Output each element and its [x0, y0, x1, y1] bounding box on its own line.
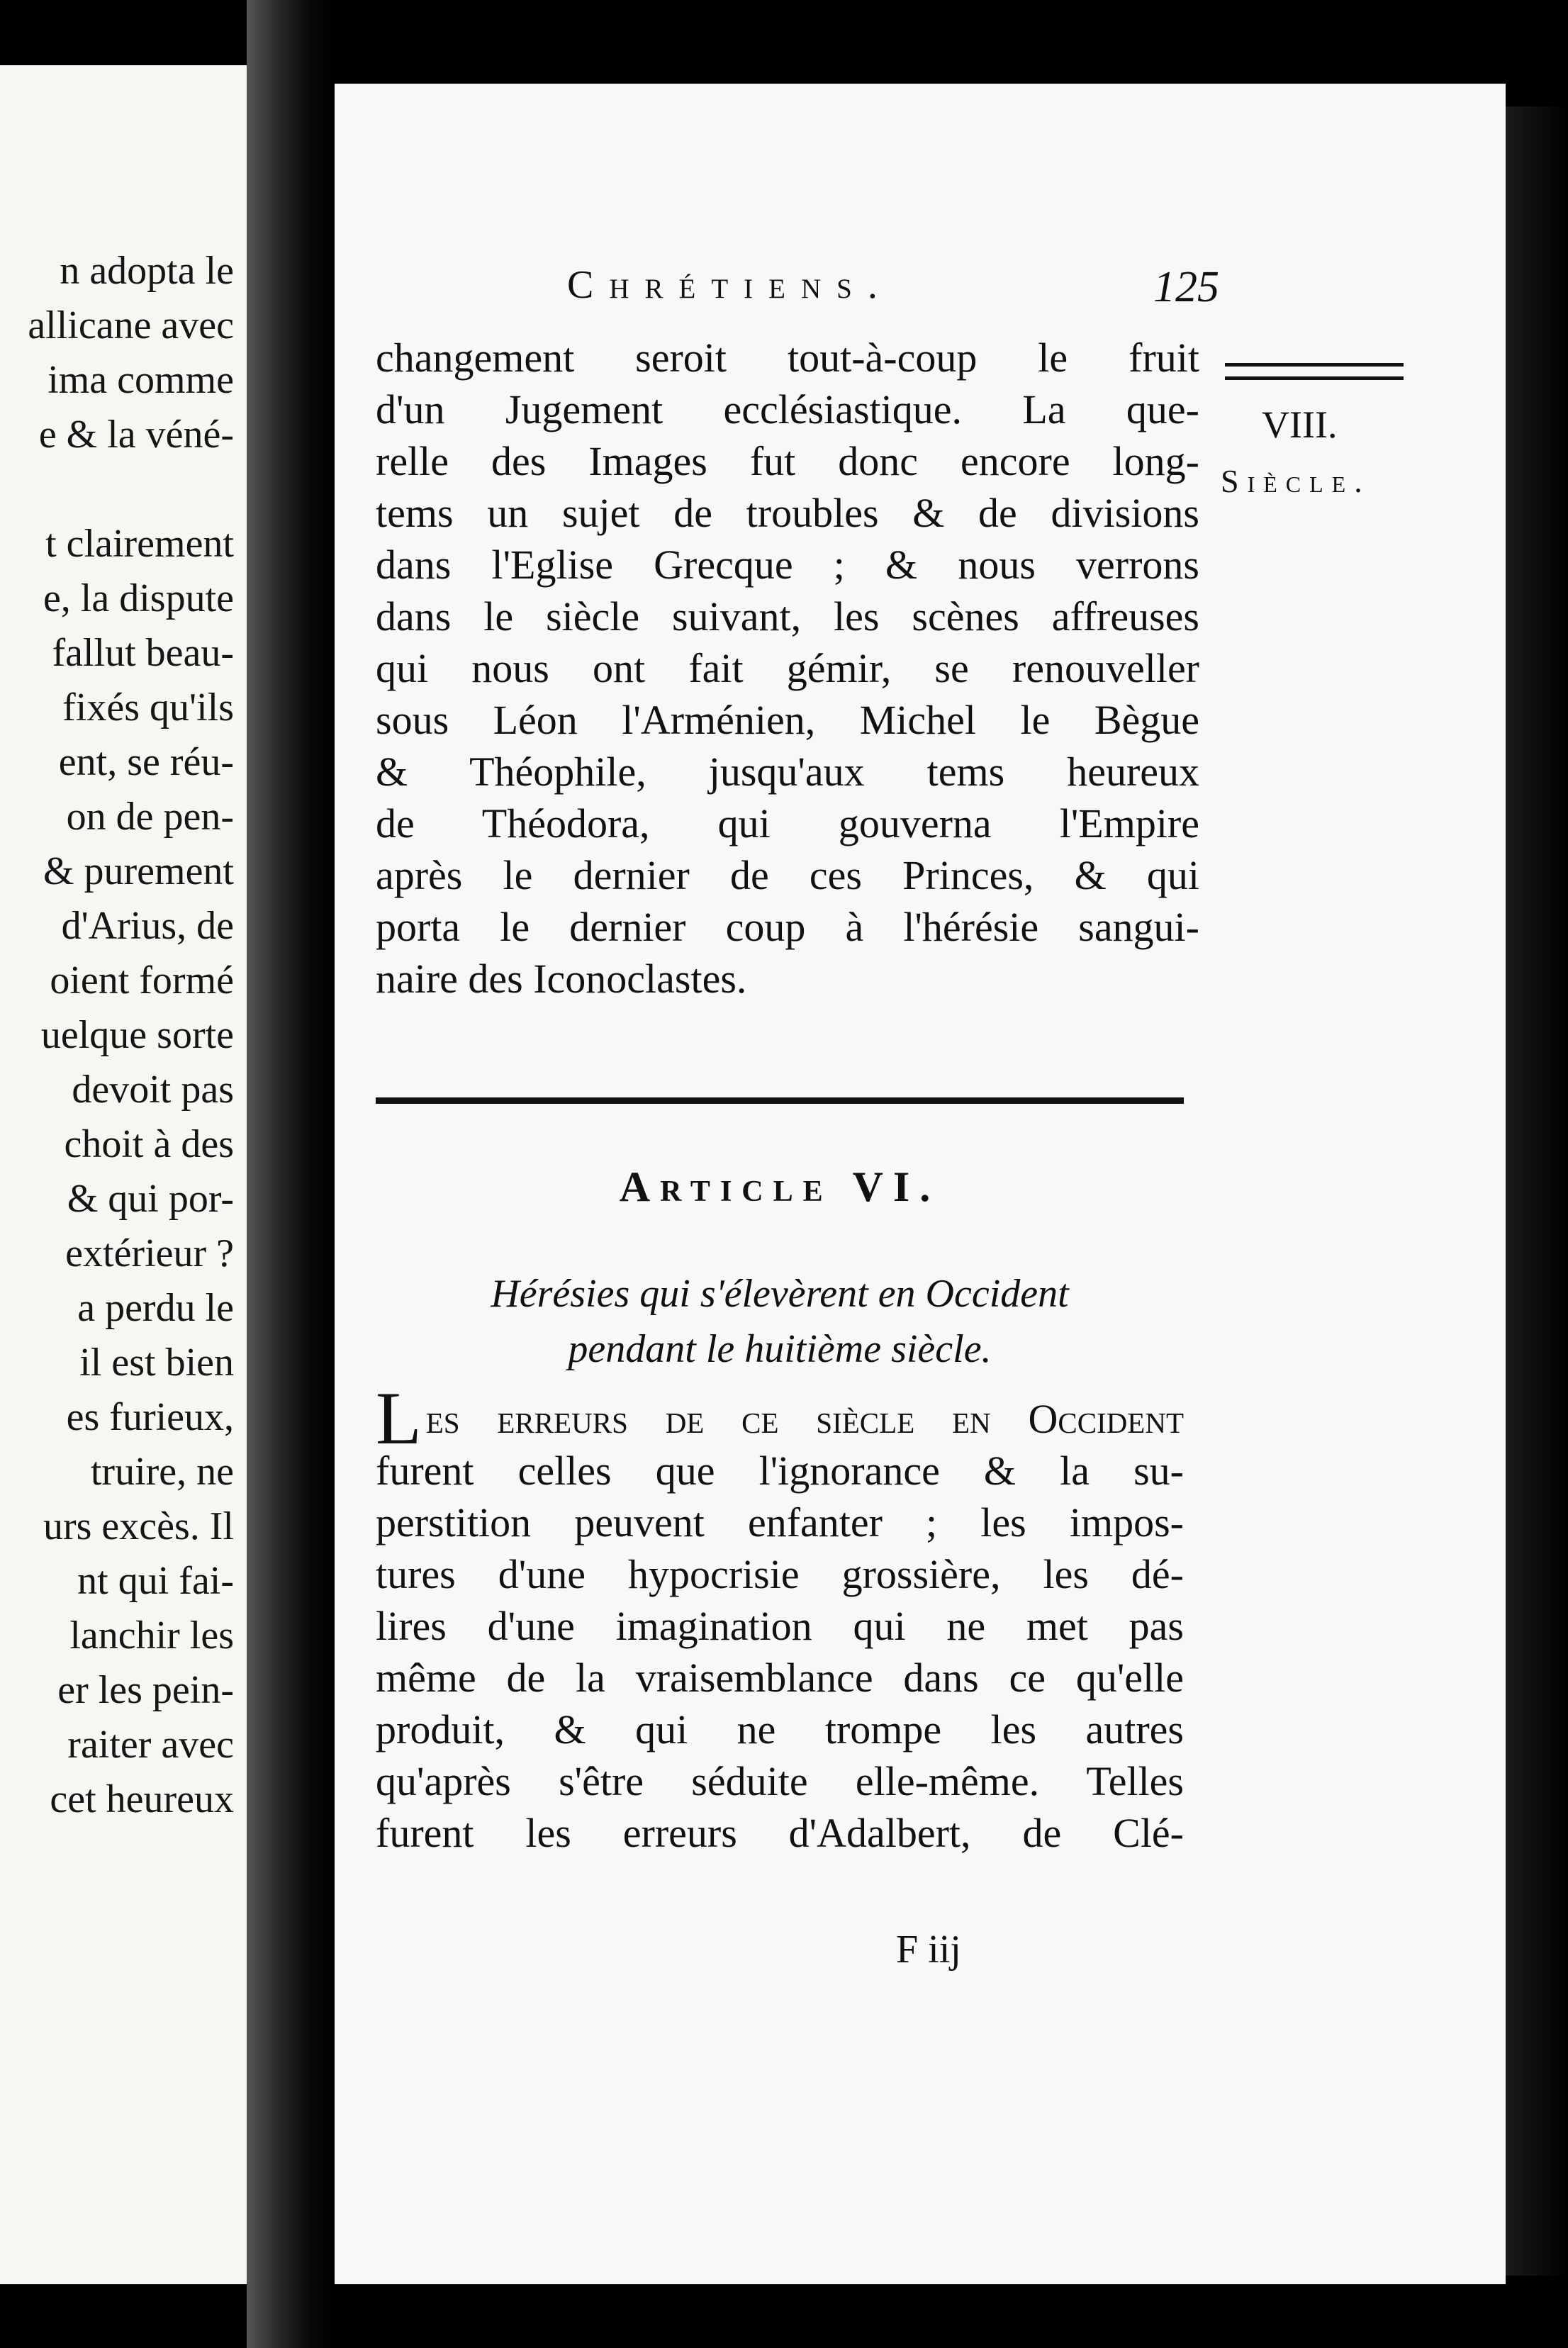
signature-mark: F iij [896, 1928, 961, 1972]
text-line: changement seroit tout-à-coup le fruit [376, 335, 1199, 381]
left-page-line: t clairement [45, 522, 234, 566]
article-subtitle-line: pendant le huitième siècle. [568, 1327, 992, 1371]
continued-paragraph [376, 332, 1199, 1005]
text-line: perstition peuvent enfanter ; les impos- [376, 1499, 1184, 1545]
page-number: 125 [1153, 263, 1219, 311]
left-page-line: fixés qu'ils [62, 686, 234, 729]
left-page-line: oient formé [50, 958, 234, 1002]
left-page-line: raiter avec [67, 1723, 234, 1767]
text-line: qui nous ont fait gémir, se renouveller [376, 645, 1199, 691]
text-line: lires d'une imagination qui ne met pas [376, 1603, 1184, 1649]
running-title: Chrétiens. [567, 263, 893, 307]
article-subtitle [376, 1266, 1184, 1377]
left-page-line: choit à des [64, 1122, 234, 1166]
left-page-line: truire, ne [90, 1450, 234, 1494]
drop-cap: L [376, 1377, 422, 1460]
text-line: après le dernier de ces Princes, & qui [376, 852, 1199, 898]
left-page-line: es furieux, [66, 1395, 234, 1439]
text-line: & Théophile, jusqu'aux tems heureux [376, 749, 1199, 795]
left-page-line: n adopta le [60, 249, 234, 293]
margin-century-label: VIII. [1262, 403, 1338, 446]
article-subtitle-line: Hérésies qui s'élevèrent en Occident [491, 1272, 1069, 1316]
left-page-line: a perdu le [77, 1286, 234, 1330]
left-page-line: cet heureux [50, 1777, 234, 1821]
text-line: relle des Images fut donc encore long- [376, 438, 1199, 484]
article-paragraph [376, 1377, 1184, 1859]
left-page-line: e, la dispute [43, 576, 234, 620]
page-header [567, 262, 1219, 319]
page-edge-shadow [1506, 106, 1568, 2276]
margin-rule [1225, 363, 1404, 380]
left-page-line: & purement [43, 849, 234, 893]
left-page-fragment [0, 65, 247, 2284]
left-page-line: extérieur ? [65, 1231, 234, 1275]
text-line: d'un Jugement ecclésiastique. La que- [376, 386, 1199, 432]
text-line: sous Léon l'Arménien, Michel le Bègue [376, 697, 1199, 743]
left-page-line: d'Arius, de [61, 904, 234, 948]
article-heading: Article VI. [619, 1163, 941, 1210]
section-divider [376, 1097, 1184, 1104]
text-line: produit, & qui ne trompe les autres [376, 1706, 1184, 1752]
left-page-line: fallut beau- [52, 631, 234, 675]
left-page-line: on de pen- [66, 795, 234, 839]
text-line: naire des Iconoclastes. [376, 956, 747, 1002]
text-line: porta le dernier coup à l'hérésie sangui- [376, 904, 1199, 950]
left-page-line: ima comme [47, 358, 234, 402]
left-page-line: uelque sorte [40, 1013, 234, 1057]
text-line: même de la vraisemblance dans ce qu'elle [376, 1655, 1184, 1701]
book-gutter [247, 0, 335, 2348]
left-page-line: urs excès. Il [43, 1504, 234, 1548]
text-line: tems un sujet de troubles & de divisions [376, 490, 1199, 536]
left-page-line: & qui por- [67, 1177, 234, 1221]
left-page-line: e & la véné- [38, 413, 234, 457]
left-page-line: lanchir les [69, 1614, 234, 1657]
text-line: qu'après s'être séduite elle-même. Telles [376, 1758, 1184, 1804]
left-page-line: er les pein- [57, 1668, 234, 1712]
text-line: de Théodora, qui gouverna l'Empire [376, 800, 1199, 846]
text-line: dans le siècle suivant, les scènes affreuses [376, 593, 1199, 639]
left-page-line: il est bien [79, 1341, 234, 1385]
margin-siecle-label: Siècle. [1221, 463, 1371, 499]
left-page-line: nt qui fai- [77, 1559, 234, 1603]
left-page-line: allicane avec [28, 303, 234, 347]
left-page-line: devoit pas [72, 1068, 234, 1112]
left-page-line: ent, se réu- [58, 740, 234, 784]
text-line: furent les erreurs d'Adalbert, de Clé- [376, 1810, 1184, 1856]
text-line: dans l'Eglise Grecque ; & nous verrons [376, 542, 1199, 588]
text-line-first [376, 1377, 1184, 1460]
first-line-text: es erreurs de ce siècle en Occident [425, 1396, 1184, 1442]
text-line: furent celles que l'ignorance & la su- [376, 1448, 1184, 1494]
text-line: tures d'une hypocrisie grossière, les dé- [376, 1551, 1184, 1597]
